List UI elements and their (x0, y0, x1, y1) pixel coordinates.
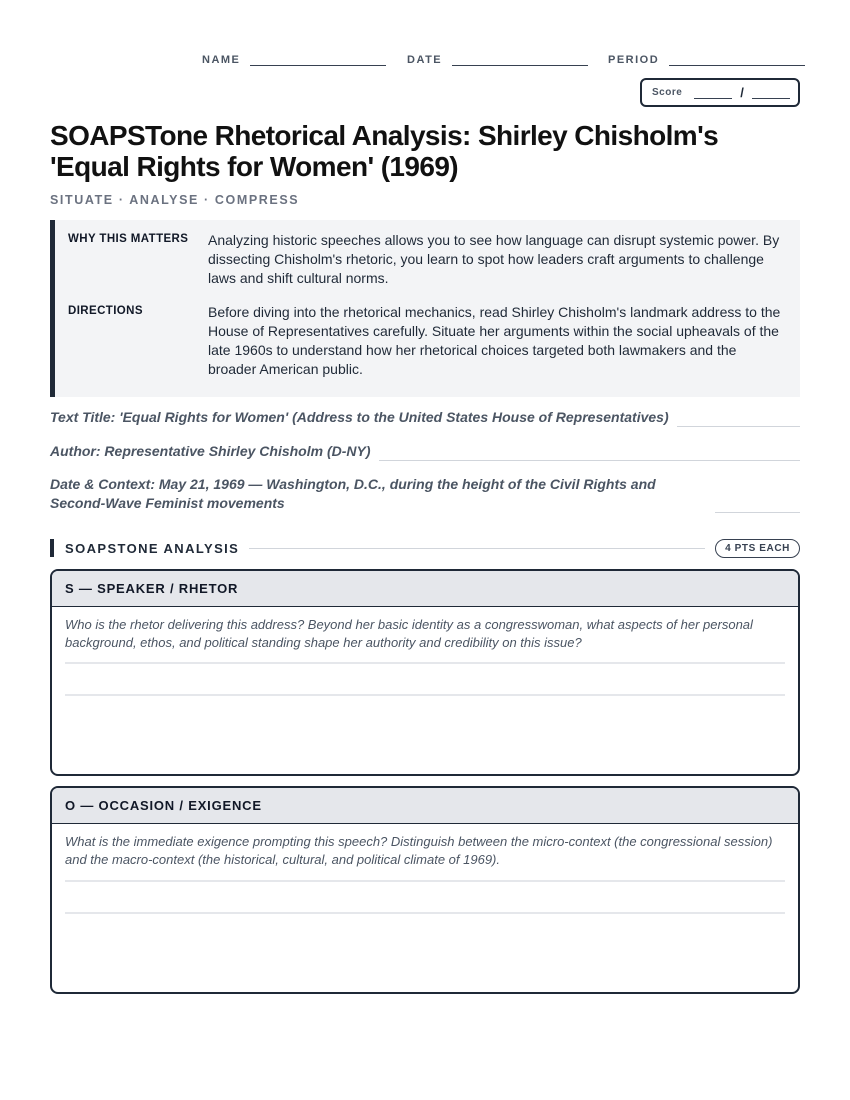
why-text: Analyzing historic speeches allows you to see how language can disrupt systemic power. By dissecting Chisholm's rhetoric, you learn to spot how leaders craft arguments to challenge laws and shift cultural norms. (208, 232, 780, 286)
speaker-answer-line-2[interactable] (65, 694, 785, 696)
directions-text: Before diving into the rhetorical mechanics, read Shirley Chisholm's landmark address to the House of Representatives carefully. Situate her arguments within the social upheavals of the late 1960s to understand how her rhetorical choices targeted both lawmakers and the broader American public. (208, 304, 781, 377)
text-title-row (50, 408, 800, 427)
speaker-card-heading: S — SPEAKER / RHETOR (52, 571, 798, 607)
author: Author: Representative Shirley Chisholm (D-NY) (50, 443, 371, 459)
page-title: SOAPSTone Rhetorical Analysis: Shirley Chisholm's 'Equal Rights for Women' (1969) (50, 120, 719, 182)
section-divider (249, 548, 705, 549)
directions-row (68, 303, 784, 379)
directions-label: DIRECTIONS (68, 305, 143, 317)
text-title-line[interactable] (677, 417, 800, 427)
date-field[interactable] (407, 52, 588, 66)
occasion-card-heading: O — OCCASION / EXIGENCE (52, 788, 798, 824)
text-title: Text Title: 'Equal Rights for Women' (Address to the United States House of Representatives) (50, 409, 669, 425)
period-label: PERIOD (608, 54, 660, 66)
speaker-card-prompt: Who is the rhetor delivering this address? Beyond her basic identity as a congresswoman, what aspects of her personal background, ethos, and political standing shape her authority and credibility on this issue? (65, 617, 753, 650)
page-subtitle: SITUATE · ANALYSE · COMPRESS (50, 193, 300, 207)
occasion-card (50, 786, 800, 994)
occasion-card-prompt: What is the immediate exigence prompting this speech? Distinguish between the micro-context (the congressional session) and the macro-context (the historical, cultural, and political climate of 1969). (65, 834, 773, 867)
score-earned-line[interactable] (694, 87, 732, 99)
score-separator: / (740, 85, 744, 100)
why-this-matters-row (68, 231, 784, 288)
score-total-line[interactable] (752, 87, 790, 99)
date-context-row (50, 475, 800, 513)
period-line[interactable] (669, 52, 805, 66)
speaker-card (50, 569, 800, 776)
date-context: Date & Context: May 21, 1969 — Washington, D.C., during the height of the Civil Rights and Second-Wave Feminist movements (50, 476, 656, 511)
section-header (50, 538, 800, 558)
section-bar (50, 539, 54, 557)
occasion-answer-line-1[interactable] (65, 880, 785, 882)
date-context-line[interactable] (715, 503, 800, 513)
name-field[interactable] (202, 52, 386, 66)
score-label: Score (652, 87, 683, 98)
name-line[interactable] (250, 52, 386, 66)
name-label: NAME (202, 54, 241, 66)
section-title: SOAPSTONE ANALYSIS (65, 540, 240, 556)
author-line[interactable] (379, 451, 801, 461)
student-info-fields (202, 52, 800, 70)
occasion-answer-line-2[interactable] (65, 912, 785, 914)
author-row (50, 442, 800, 461)
date-line[interactable] (452, 52, 588, 66)
speaker-answer-line-1[interactable] (65, 662, 785, 664)
period-field[interactable] (608, 52, 805, 66)
why-label: WHY THIS MATTERS (68, 233, 189, 245)
points-badge: 4 PTS EACH (715, 539, 800, 558)
info-box (50, 220, 800, 397)
date-label: DATE (407, 54, 443, 66)
score-box[interactable] (640, 78, 800, 107)
